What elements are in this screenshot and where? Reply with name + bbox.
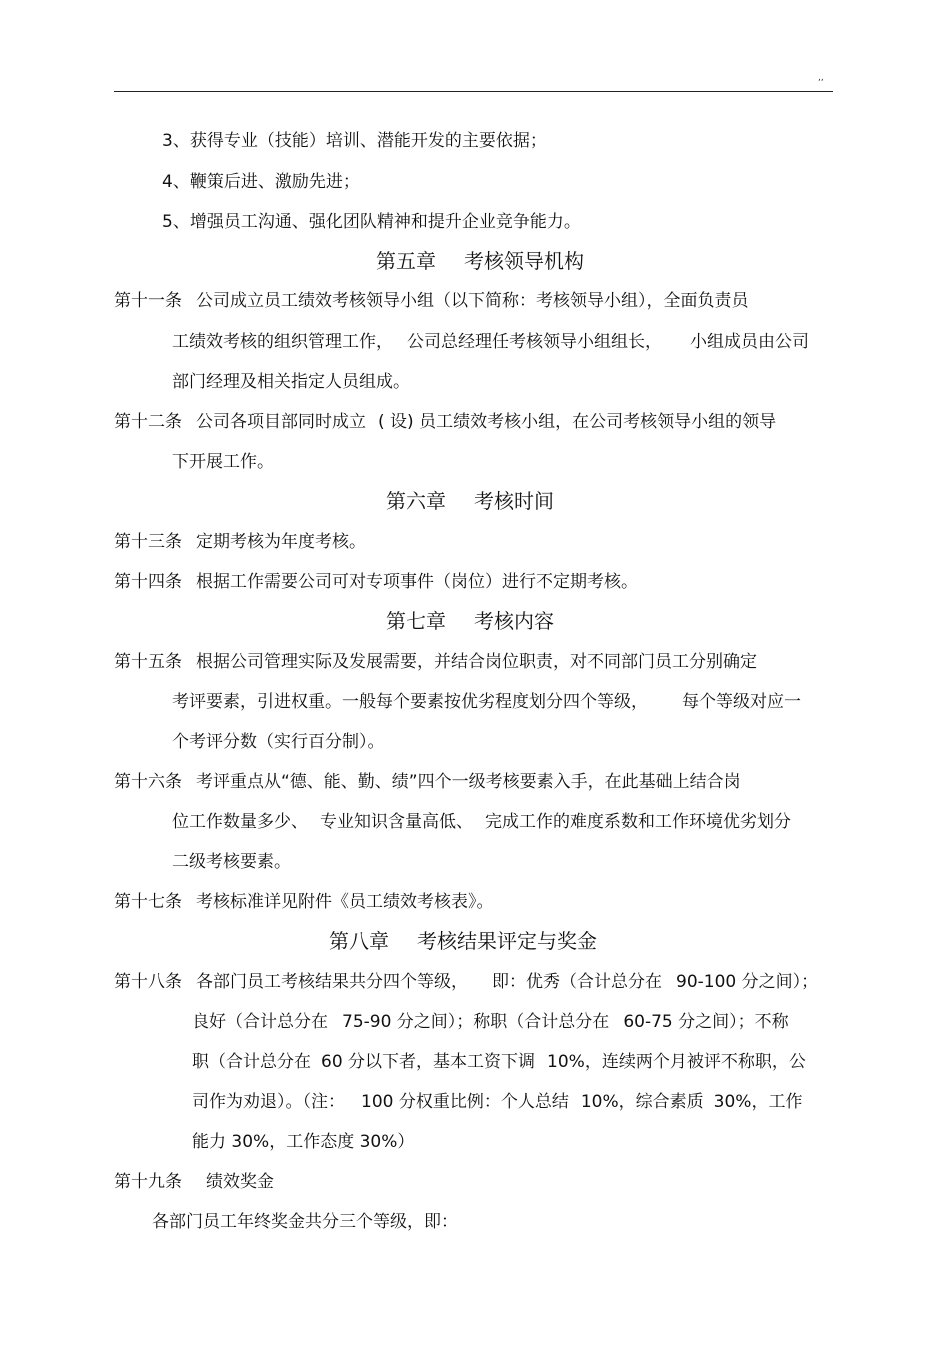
chapter-title: 考核内容: [474, 609, 554, 633]
article-16-line-1: [114, 771, 741, 793]
article-text: 位工作数量多少、: [172, 812, 308, 832]
article-12-line-1: [114, 411, 776, 433]
article-number: 第十五条: [114, 652, 182, 672]
article-text: 公司各项目部同时成立: [196, 412, 366, 432]
article-number: 第十四条: [114, 572, 182, 592]
article-16-line-3: 二级考核要素。: [172, 852, 291, 872]
article-text: ( 设) 员工绩效考核小组，在公司考核领导小组的领导: [378, 412, 777, 432]
article-13-line-1: [114, 531, 366, 553]
article-text: 司作为劝退）。（注：: [192, 1092, 345, 1112]
article-text: 各部门员工考核结果共分四个等级，: [196, 972, 468, 992]
article-text: 小组成员由公司: [690, 332, 809, 352]
bonus-intro: 各部门员工年终奖金共分三个等级，即：: [152, 1212, 458, 1232]
chapter-number: 第七章: [386, 609, 446, 633]
article-text: 职（合计总分在: [192, 1052, 311, 1072]
article-19-line-1: [114, 1171, 274, 1193]
article-number: 第十六条: [114, 772, 182, 792]
article-18-line-1: [114, 971, 818, 993]
article-16-line-2: [172, 811, 791, 833]
article-text: 10%，综合素质: [580, 1092, 704, 1112]
article-text: 根据工作需要公司可对专项事件（岗位）进行不定期考核。: [196, 572, 638, 592]
article-text: 定期考核为年度考核。: [196, 532, 366, 552]
chapter-title: 考核结果评定与奖金: [417, 929, 597, 953]
chapter-5-heading: [376, 249, 584, 273]
article-text: 即：优秀（合计总分在: [492, 972, 662, 992]
article-number: 第十一条: [114, 291, 182, 311]
article-text: 每个等级对应一: [682, 692, 801, 712]
article-text: 10%，连续两个月被评不称职，公: [547, 1052, 806, 1072]
article-text: 60-75 分之间）；不称: [623, 1012, 789, 1032]
article-18-line-3: [192, 1051, 806, 1073]
article-11-line-3: 部门经理及相关指定人员组成。: [172, 372, 410, 392]
article-number: 第十二条: [114, 412, 182, 432]
article-text: 90-100 分之间）；: [676, 972, 819, 992]
article-text: 根据公司管理实际及发展需要，并结合岗位职责，对不同部门员工分别确定: [196, 652, 757, 672]
article-text: 考核标准详见附件《员工绩效考核表》。: [196, 892, 494, 912]
article-12-line-2: 下开展工作。: [172, 452, 274, 472]
article-text: 75-90 分之间）；称职（合计总分在: [342, 1012, 610, 1032]
header-mark: ,,: [818, 73, 824, 83]
article-14-line-1: [114, 571, 638, 593]
article-15-line-3: 个考评分数（实行百分制）。: [172, 732, 385, 752]
article-text: 60 分以下者，基本工资下调: [321, 1052, 536, 1072]
list-item-3: 3、获得专业（技能）培训、潜能开发的主要依据；: [162, 131, 547, 151]
article-text: 公司成立员工绩效考核领导小组（以下简称：考核领导小组），全面负责员: [196, 291, 749, 311]
article-number: 第十七条: [114, 892, 182, 912]
article-text: 100 分权重比例：个人总结: [361, 1092, 569, 1112]
article-text: 良好（合计总分在: [192, 1012, 328, 1032]
chapter-number: 第五章: [376, 249, 436, 273]
header-rule: [114, 91, 833, 92]
chapter-6-heading: [386, 489, 554, 513]
article-18-line-2: [192, 1011, 789, 1033]
article-text: 专业知识含量高低、: [320, 812, 473, 832]
article-text: 工绩效考核的组织管理工作，: [172, 332, 393, 352]
article-11-line-1: [114, 290, 749, 312]
chapter-7-heading: [386, 609, 554, 633]
article-text: 绩效奖金: [206, 1172, 274, 1192]
article-15-line-1: [114, 651, 757, 673]
article-18-line-5: 能力 30%，工作态度 30%）: [192, 1132, 415, 1152]
article-text: 公司总经理任考核领导小组组长，: [407, 332, 662, 352]
article-number: 第十三条: [114, 532, 182, 552]
chapter-8-heading: [329, 929, 597, 953]
article-18-line-4: [192, 1091, 802, 1113]
article-number: 第十八条: [114, 972, 182, 992]
article-text: 考评重点从“德、能、勤、绩”四个一级考核要素入手，在此基础上结合岗: [196, 772, 741, 792]
article-17-line-1: [114, 891, 494, 913]
article-15-line-2: [172, 691, 801, 713]
article-number: 第十九条: [114, 1172, 182, 1192]
chapter-number: 第八章: [329, 929, 389, 953]
chapter-title: 考核时间: [474, 489, 554, 513]
list-item-4: 4、鞭策后进、激励先进；: [162, 172, 360, 192]
chapter-number: 第六章: [386, 489, 446, 513]
list-item-5: 5、增强员工沟通、强化团队精神和提升企业竞争能力。: [162, 212, 581, 232]
article-11-line-2: [172, 331, 809, 353]
article-text: 考评要素，引进权重。一般每个要素按优劣程度划分四个等级，: [172, 692, 648, 712]
article-text: 完成工作的难度系数和工作环境优劣划分: [485, 812, 791, 832]
chapter-title: 考核领导机构: [464, 249, 584, 273]
article-text: 30%，工作: [713, 1092, 803, 1112]
